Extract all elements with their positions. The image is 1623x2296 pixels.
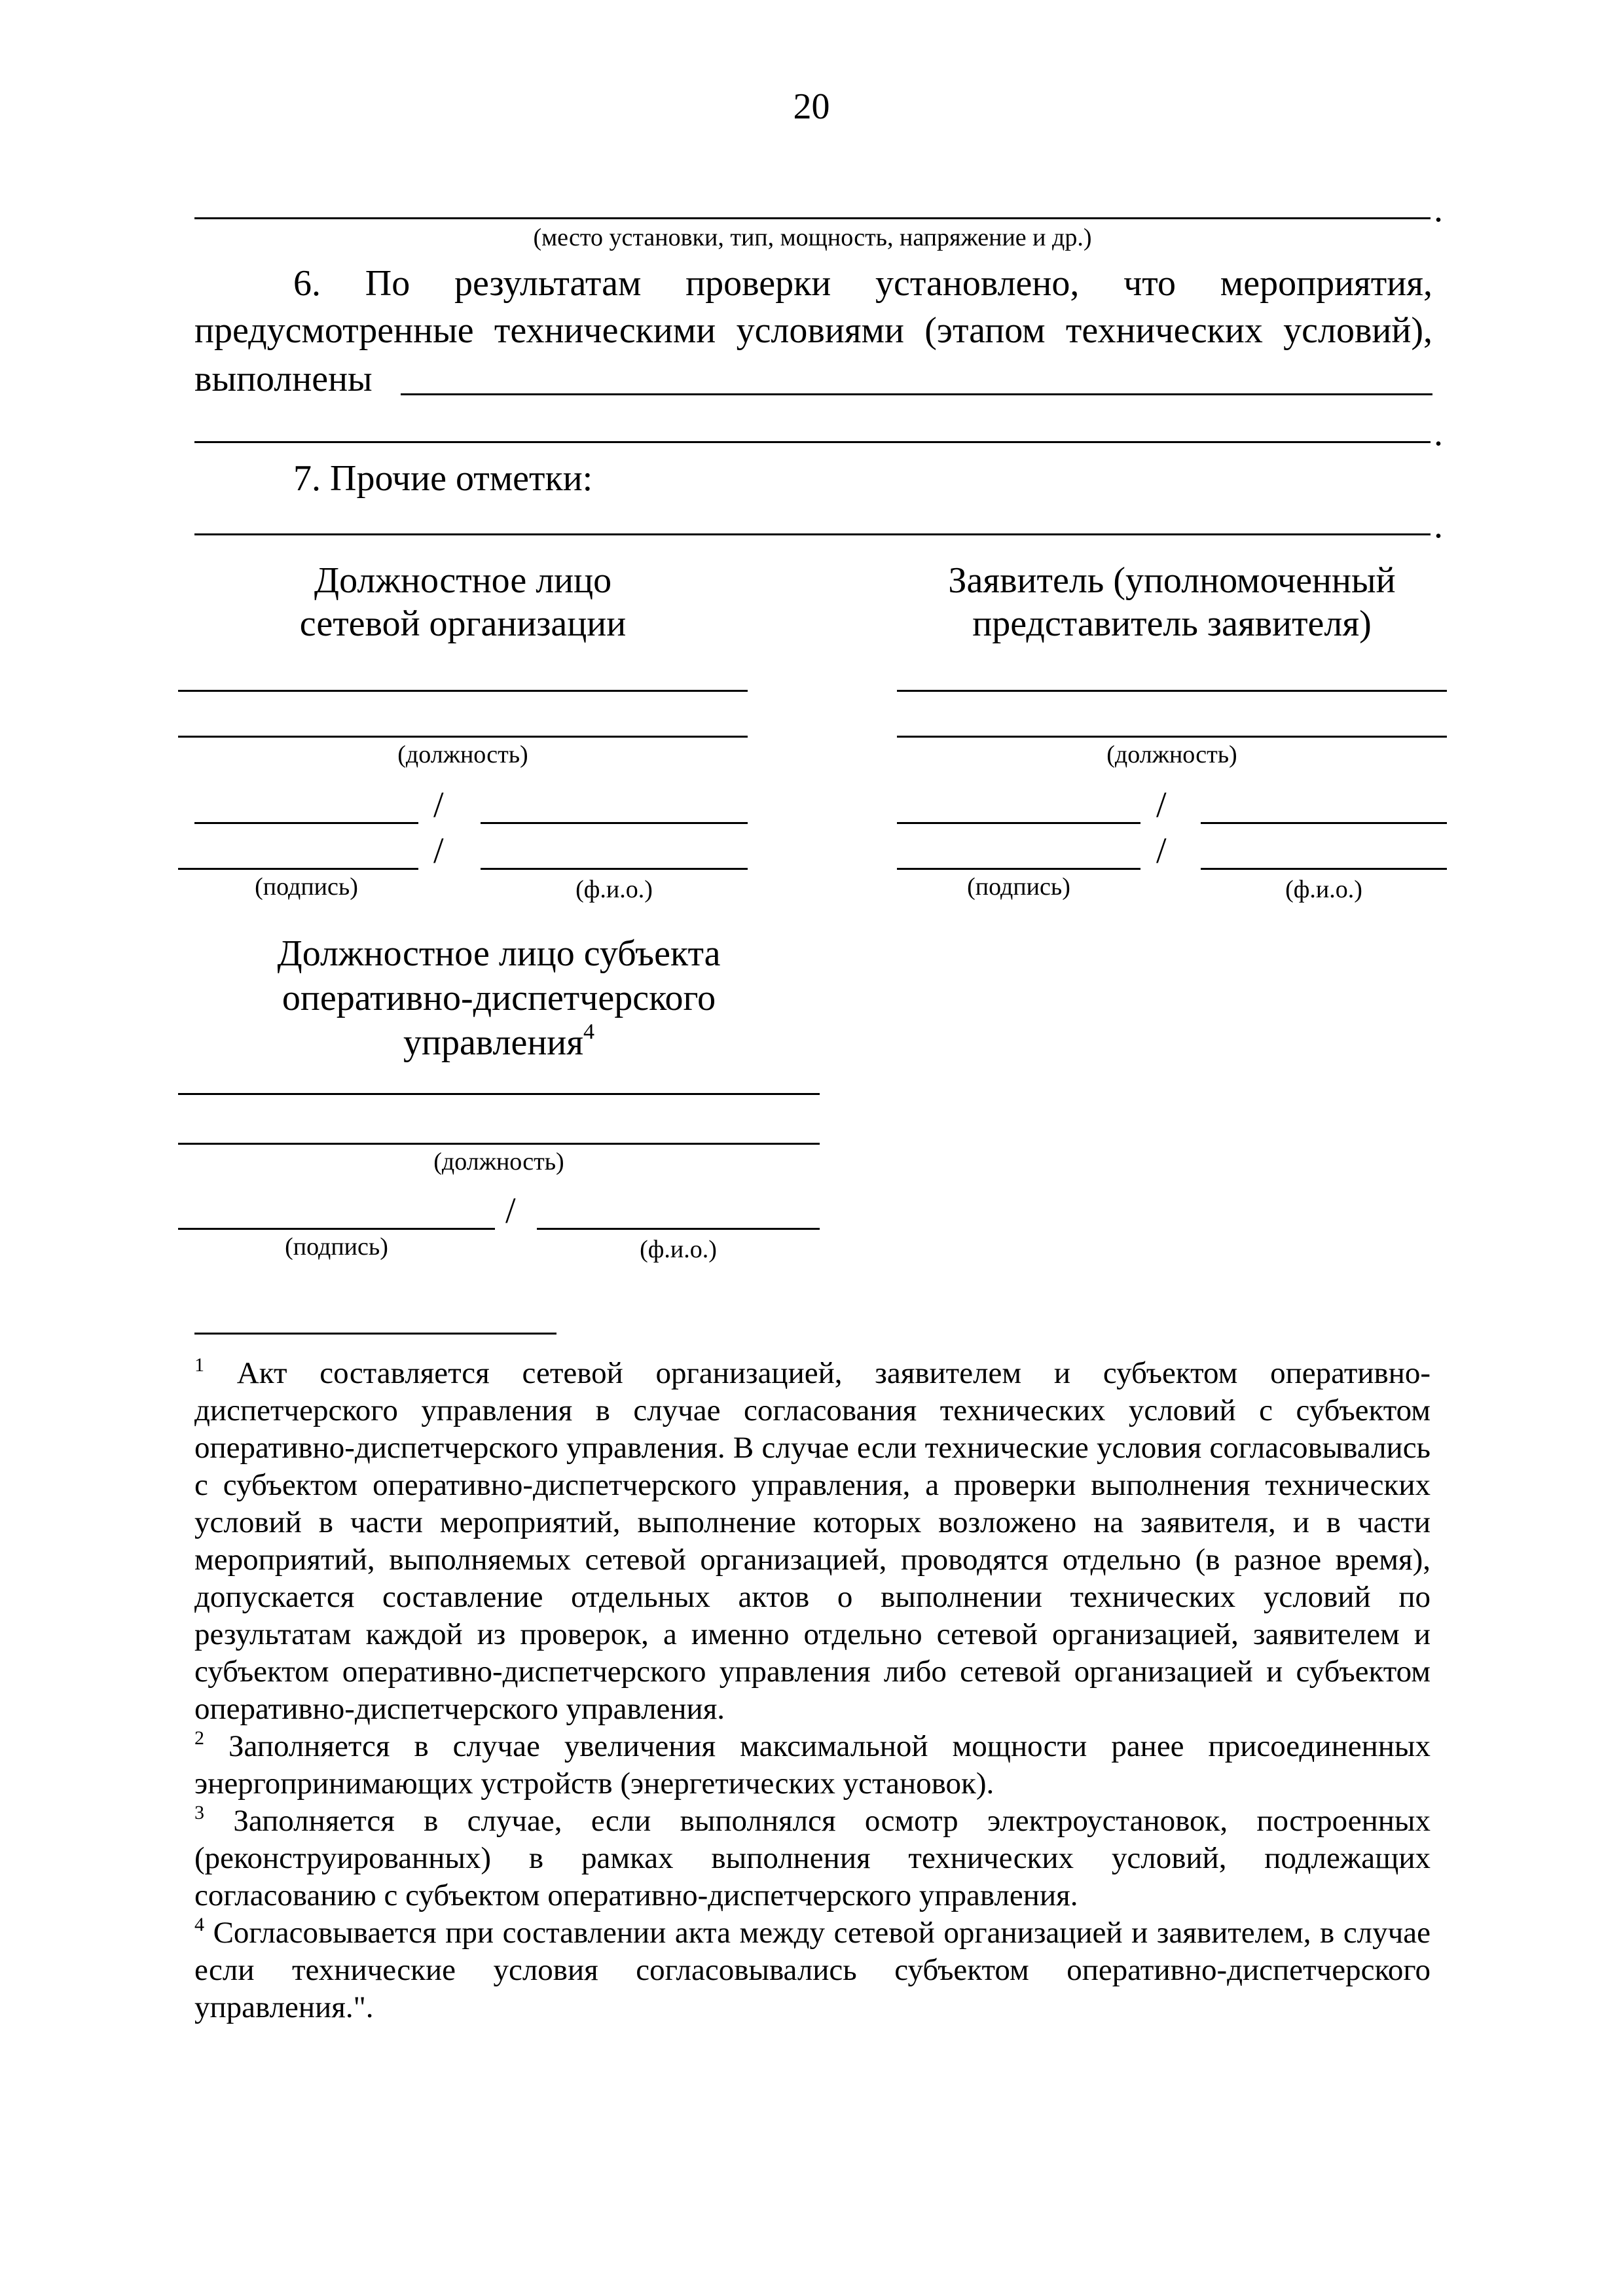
dispatch-position-line2[interactable] [178, 1143, 820, 1145]
footnote-1-number: 1 [194, 1354, 204, 1376]
dispatch-title-word: управления [403, 1022, 584, 1063]
item6-line2: предусмотренные техническими условиями (этапом технических условий), [194, 310, 1432, 351]
network-position-line2[interactable] [178, 736, 748, 738]
applicant-signature-line2[interactable] [897, 868, 1140, 870]
dispatch-signature-caption: (подпись) [285, 1233, 388, 1261]
item6-fill-line1[interactable] [401, 393, 1432, 395]
item6-line1: 6. По результатам проверки установлено, что мероприятия, [293, 263, 1432, 304]
applicant-signature-caption: (подпись) [967, 873, 1070, 901]
footnote-2 [194, 1728, 1431, 1803]
applicant-name-line1[interactable] [1201, 822, 1447, 824]
network-signature-line1[interactable] [194, 822, 418, 824]
footnote-4-number: 4 [194, 1914, 204, 1935]
applicant-name-line2[interactable] [1201, 868, 1447, 870]
footnote-1 [194, 1355, 1431, 1728]
page-number: 20 [793, 86, 830, 127]
item7-label: 7. Прочие отметки: [293, 458, 593, 499]
dispatch-name-caption: (ф.и.о.) [640, 1236, 717, 1263]
network-official-title-2: сетевой организации [299, 603, 627, 644]
footnote-3-text: Заполняется в случае, если выполнялся осмотр электроустановок, построенных (реконструированных) в рамках выполнения технических условий, подлежащих согласованию с субъектом оперативно-диспетчерского управления. [194, 1804, 1431, 1912]
network-signature-line2[interactable] [178, 868, 418, 870]
applicant-title-1: Заявитель (уполномоченный [948, 560, 1396, 601]
dispatch-signature-line[interactable] [178, 1228, 495, 1230]
footnote-4 [194, 1914, 1431, 2026]
install-line-dot: . [1434, 189, 1443, 230]
install-caption: (место установки, тип, мощность, напряжение и др.) [533, 224, 1092, 251]
footnote-3 [194, 1803, 1431, 1914]
dispatch-official-title-1: Должностное лицо субъекта [277, 933, 721, 974]
item7-fill-line[interactable] [194, 533, 1431, 535]
dispatch-official-title-3 [178, 1020, 820, 1066]
footnote-separator [194, 1333, 556, 1335]
network-slash-1: / [433, 785, 444, 825]
network-slash-2: / [433, 831, 444, 871]
dispatch-official-title-2: оперативно-диспетчерского [282, 978, 716, 1018]
network-position-caption: (должность) [397, 741, 528, 768]
applicant-position-caption: (должность) [1106, 741, 1237, 768]
footnote-4-text: Согласовывается при составлении акта между сетевой организацией и заявителем, в случае если технические условия согласовывались субъектом оперативно-диспетчерского управления.". [194, 1916, 1431, 2024]
applicant-signature-line1[interactable] [897, 822, 1140, 824]
footnote-2-number: 2 [194, 1727, 204, 1749]
item6-line3: выполнены [194, 359, 373, 399]
item7-dot: . [1434, 505, 1443, 546]
footnote-1-text: Акт составляется сетевой организацией, заявителем и субъектом оперативно-диспетчерского управления в случае согласования технических условий с субъектом оперативно-диспетчерского управления. В случае если технические условия согласовывались с субъектом оперативно-диспетчерского управления, а проверки выполнения технических условий в части мероприятий, выполнение которых возложено на заявителя, и в части мероприятий, выполняемых сетевой организацией, проводятся отдельно (в разное время), допускается составление отдельных актов о выполнении технических условий по результатам каждой из проверок, а именно отдельно сетевой организацией, заявителем и субъектом оперативно-диспетчерского управления либо сетевой организацией и субъектом оперативно-диспетчерского управления. [194, 1356, 1431, 1726]
applicant-name-caption: (ф.и.о.) [1285, 876, 1362, 903]
applicant-position-line1[interactable] [897, 690, 1447, 692]
dispatch-name-line[interactable] [537, 1228, 820, 1230]
dispatch-position-line1[interactable] [178, 1093, 820, 1095]
footnote-3-number: 3 [194, 1802, 204, 1823]
applicant-slash-2: / [1156, 831, 1167, 871]
network-name-caption: (ф.и.о.) [575, 876, 653, 903]
dispatch-slash: / [505, 1191, 516, 1231]
network-official-title-1: Должностное лицо [314, 560, 612, 601]
dispatch-footnote-ref: 4 [583, 1020, 595, 1044]
item6-fill-line2[interactable] [194, 441, 1431, 443]
item6-dot: . [1434, 413, 1443, 454]
network-name-line2[interactable] [481, 868, 748, 870]
applicant-title-2: представитель заявителя) [972, 603, 1372, 644]
applicant-position-line2[interactable] [897, 736, 1447, 738]
install-line[interactable] [194, 217, 1431, 219]
network-position-line1[interactable] [178, 690, 748, 692]
footnotes [194, 1355, 1431, 2026]
network-name-line1[interactable] [481, 822, 748, 824]
applicant-slash-1: / [1156, 785, 1167, 825]
network-signature-caption: (подпись) [255, 873, 358, 901]
footnote-2-text: Заполняется в случае увеличения максимальной мощности ранее присоединенных энергопринимающих устройств (энергетических установок). [194, 1729, 1431, 1801]
dispatch-position-caption: (должность) [433, 1148, 564, 1175]
